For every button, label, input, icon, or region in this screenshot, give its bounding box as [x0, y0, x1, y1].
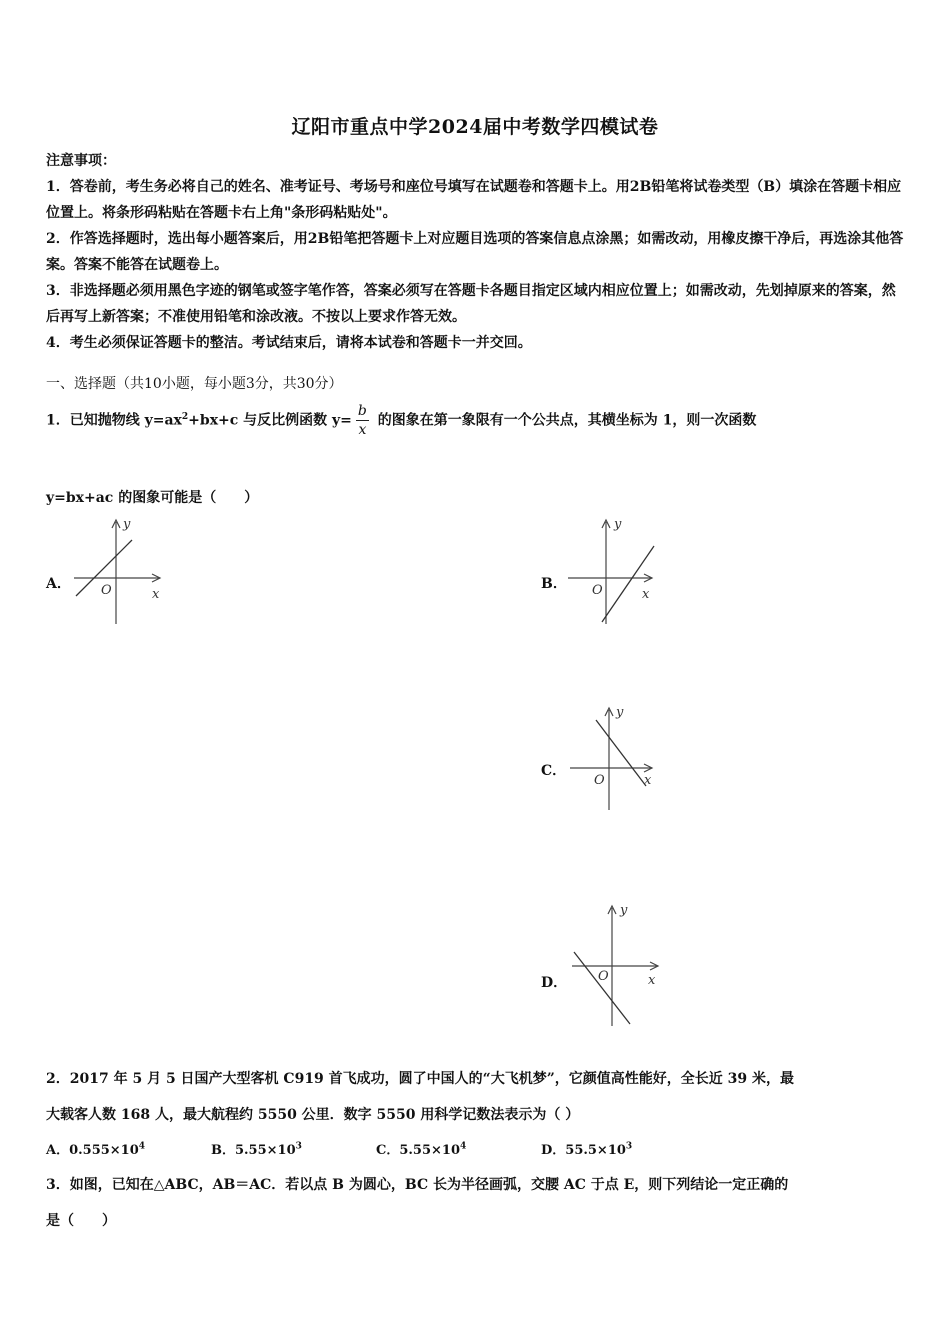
option-c-graph [564, 700, 674, 815]
x-axis-label: x [644, 773, 652, 788]
q2-option-c-value: C．5.55×10 [376, 1143, 460, 1158]
fraction-denominator: x [358, 422, 367, 438]
q1-text-part1: 1．已知抛物线 y=ax [46, 412, 182, 429]
question-3-line1: 3．如图，已知在△ABC，AB＝AC．若以点 B 为圆心，BC 长为半径画弧，交腰 AC 于点 E，则下列结论一定正确的 [46, 1177, 789, 1193]
option-d-graph [566, 900, 676, 1030]
notice-item-2: 2．作答选择题时，选出每小题答案后，用2B铅笔把答题卡上对应题目选项的答案信息点涂黑；如需改动，用橡皮擦干净后，再选涂其他答案。答案不能答在试题卷上。 [46, 231, 904, 273]
q2-option-a-value: A．0.555×10 [46, 1143, 139, 1158]
fraction-b-over-x [356, 402, 369, 439]
line-graph [574, 952, 630, 1024]
fraction-numerator: b [357, 403, 367, 419]
q2-option-c [376, 1139, 541, 1158]
x-axis-label: x [152, 587, 160, 602]
origin-label: O [592, 583, 603, 598]
option-a-label: A． [46, 576, 71, 592]
notice-heading: 注意事项： [46, 153, 116, 169]
x-axis-label: x [648, 973, 656, 988]
y-axis-label: y [616, 705, 624, 720]
line-graph [602, 546, 654, 622]
origin-label: O [594, 773, 605, 788]
question-1-line2: y=bx+ac 的图象可能是（ ） [46, 490, 259, 506]
q1-text-part3: 的图象在第一象限有一个公共点，其横坐标为 1，则一次函数 [372, 412, 757, 429]
q2-option-d-value: D．55.5×10 [541, 1143, 626, 1158]
q2-option-b-value: B．5.55×10 [211, 1143, 296, 1158]
notice-item-3: 3．非选择题必须用黑色字迹的钢笔或签字笔作答，答案必须写在答题卡各题目指定区域内相应位置上；如需改动，先划掉原来的答案，然后再写上新答案；不准使用铅笔和涂改液。不按以上要求作答无效。 [46, 283, 896, 325]
question-2-line2: 大载客人数 168 人，最大航程约 5550 公里．数字 5550 用科学记数法表示为（ ） [46, 1107, 580, 1123]
q2-option-b [211, 1139, 376, 1158]
section-heading: 一、选择题（共10小题，每小题3分，共30分） [46, 376, 343, 392]
q2-option-d [541, 1139, 632, 1158]
origin-label: O [598, 969, 609, 984]
x-axis-label: x [642, 587, 650, 602]
y-axis-label: y [620, 903, 628, 918]
q2-option-a [46, 1139, 211, 1158]
question-3-line2: 是（ ） [46, 1213, 116, 1229]
exam-title: 辽阳市重点中学2024届中考数学四模试卷 [291, 116, 659, 138]
question-1-stem [46, 402, 756, 439]
q2-option-b-exponent: 3 [295, 1141, 302, 1152]
notice-item-1: 1．答卷前，考生务必将自己的姓名、准考证号、考场号和座位号填写在试题卷和答题卡上。用2B铅笔将试卷类型（B）填涂在答题卡相应位置上。将条形码粘贴在答题卡右上角"条形码粘贴处"。 [46, 179, 902, 221]
notice-block [46, 148, 906, 356]
option-b-graph [562, 512, 672, 632]
q2-option-c-exponent: 4 [460, 1141, 467, 1152]
q2-option-d-exponent: 3 [625, 1141, 633, 1152]
y-axis-label: y [614, 517, 622, 532]
q1-exponent: 2 [181, 411, 189, 422]
notice-item-4: 4．考生必须保证答题卡的整洁。考试结束后，请将本试卷和答题卡一并交回。 [46, 335, 532, 351]
option-c-label: C． [541, 763, 567, 779]
y-axis-label: y [123, 517, 131, 532]
q2-option-a-exponent: 4 [138, 1141, 146, 1152]
q1-text-part2: +bx+c 与反比例函数 y= [188, 412, 352, 429]
option-b-label: B． [541, 576, 567, 592]
question-2-line1: 2．2017 年 5 月 5 日国产大型客机 C919 首飞成功，圆了中国人的“大飞机梦”，它颜值高性能好，全长近 39 米，最 [46, 1071, 795, 1087]
option-d-label: D． [541, 975, 568, 991]
question-2-options [46, 1139, 906, 1158]
option-a-graph [68, 512, 178, 632]
origin-label: O [101, 583, 112, 598]
